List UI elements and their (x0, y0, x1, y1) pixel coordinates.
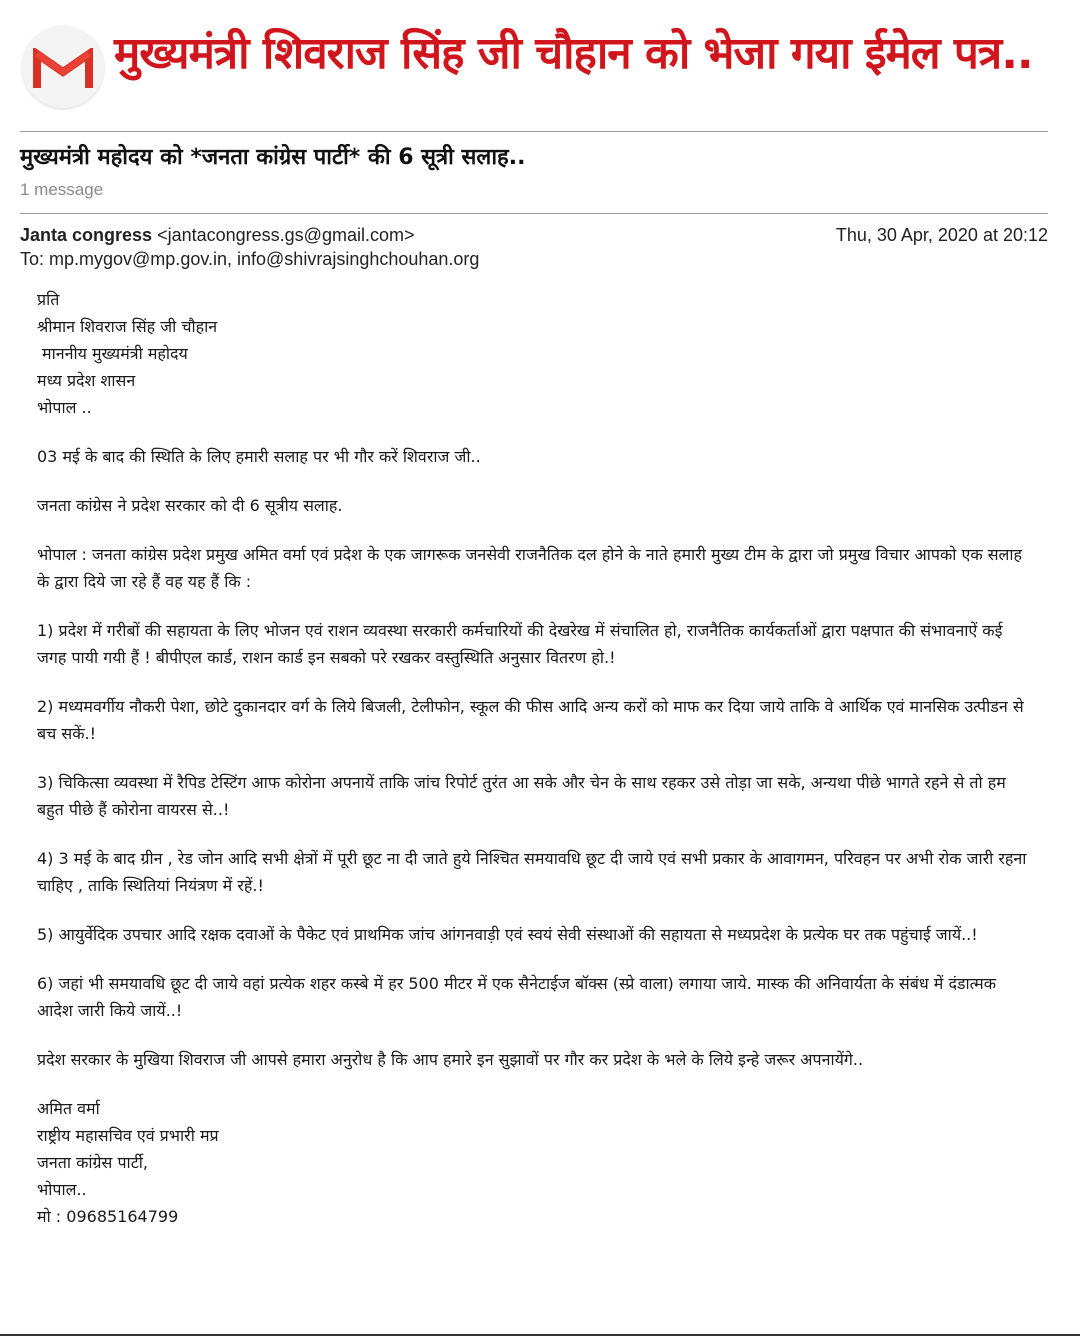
email-date: Thu, 30 Apr, 2020 at 20:12 (835, 225, 1048, 245)
banner (0, 0, 1080, 118)
banner-headline: मुख्यमंत्री शिवराज सिंह जी चौहान को भेजा गया ईमेल पत्र.. (114, 28, 1033, 79)
divider (20, 213, 1048, 214)
body-paragraph: 03 मई के बाद की स्थिति के लिए हमारी सलाह पर भी गौर करें शिवराज जी.. (37, 447, 481, 466)
address-line: भोपाल .. (37, 398, 92, 417)
address-line: प्रति (37, 290, 60, 309)
advice-point: 2) मध्यमवर्गीय नौकरी पेशा, छोटे दुकानदार वर्ग के लिये बिजली, टेलीफोन, स्कूल की फीस आदि अन्य करों को माफ कर दिया जाये ताकि वे आर्थिक एवं मानसिक उत्पीडन से बच सकें.! (37, 697, 1024, 743)
divider (20, 131, 1048, 132)
sender-email[interactable]: <jantacongress.gs@gmail.com> (157, 225, 415, 245)
address-line: मध्य प्रदेश शासन (37, 371, 136, 390)
email-subject: मुख्यमंत्री महोदय को *जनता कांग्रेस पार्टी* की 6 सूत्री सलाह.. (20, 145, 526, 170)
advice-point: 4) 3 मई के बाद ग्रीन , रेड जोन आदि सभी क्षेत्रों में पूरी छूट ना दी जाते हुये निश्चित समयावधि छूट दी जाये एवं सभी प्रकार के आवागमन, परिवहन पर अभी रोक जारी रहना चाहिए , ताकि स्थितियां नियंत्रण में रहें.! (37, 849, 1027, 895)
signature-block (37, 1095, 1027, 1230)
address-block (37, 286, 1027, 421)
address-line: माननीय मुख्यमंत्री महोदय (42, 344, 188, 363)
advice-point: 1) प्रदेश में गरीबों की सहायता के लिए भोजन एवं राशन व्यवस्था सरकारी कर्मचारियों की देखरेख में संचालित हो, राजनैतिक कार्यकर्ताओं द्वारा पक्षपात की संभावनाऐं कई जगह पायी गयी हैं ! बीपीएल कार्ड, राशन कार्ड इन सबको परे रखकर वस्तुस्थिति अनुसार वितरण हो.! (37, 621, 1003, 667)
closing-paragraph: प्रदेश सरकार के मुखिया शिवराज जी आपसे हमारा अनुरोध है कि आप हमारे इन सुझावों पर गौर कर प्रदेश के भले के लिये इन्हे जरूर अपनायेंगे.. (37, 1050, 864, 1069)
recipients: To: mp.mygov@mp.gov.in, info@shivrajsinghchouhan.org (20, 249, 480, 269)
sender-line (20, 222, 414, 248)
signature-line: जनता कांग्रेस पार्टी, (37, 1153, 148, 1172)
gmail-logo (22, 26, 104, 108)
advice-point: 5) आयुर्वेदिक उपचार आदि रक्षक दवाओं के पैकेट एवं प्राथमिक जांच आंगनवाड़ी एवं स्वयं सेवी संस्थाओं की सहायता से मध्यप्रदेश के प्रत्येक घर तक पहुंचाई जायें..! (37, 925, 978, 944)
signature-line: अमित वर्मा (37, 1099, 100, 1118)
signature-line: राष्ट्रीय महासचिव एवं प्रभारी मप्र (37, 1126, 219, 1145)
advice-point: 6) जहां भी समयावधि छूट दी जाये वहां प्रत्येक शहर कस्बे में हर 500 मीटर में एक सैनेटाईज बॉक्स (स्प्रे वाला) लगाया जाये. मास्क की अनिवार्यता के संबंध में दंडात्मक आदेश जारी किये जायें..! (37, 974, 997, 1020)
email-body (37, 286, 1027, 1230)
message-count: 1 message (20, 180, 104, 199)
body-paragraph: जनता कांग्रेस ने प्रदेश सरकार को दी 6 सूत्रीय सलाह. (37, 496, 343, 515)
bottom-border (0, 1334, 1080, 1336)
signature-line: भोपाल.. (37, 1180, 87, 1199)
advice-point: 3) चिकित्सा व्यवस्था में रैपिड टेस्टिंग आफ कोरोना अपनायें ताकि जांच रिपोर्ट तुरंत आ सके और चेन के साथ रहकर उसे तोड़ा जा सके, अन्यथा पीछे भागते रहने से तो हम बहुत पीछे हैं कोरोना वायरस से..! (37, 773, 1006, 819)
gmail-icon (33, 48, 93, 88)
sender-name[interactable]: Janta congress (20, 225, 153, 245)
address-line: श्रीमान शिवराज सिंह जी चौहान (37, 317, 218, 336)
signature-phone[interactable]: मो : 09685164799 (37, 1207, 179, 1226)
body-paragraph: भोपाल : जनता कांग्रेस प्रदेश प्रमुख अमित वर्मा एवं प्रदेश के एक जागरूक जनसेवी राजनैतिक दल होने के नाते हमारी मुख्य टीम के द्वारा जो प्रमुख विचार आपको एक सलाह के द्वारा दिये जा रहे हैं वह यह हैं कि : (37, 545, 1023, 591)
